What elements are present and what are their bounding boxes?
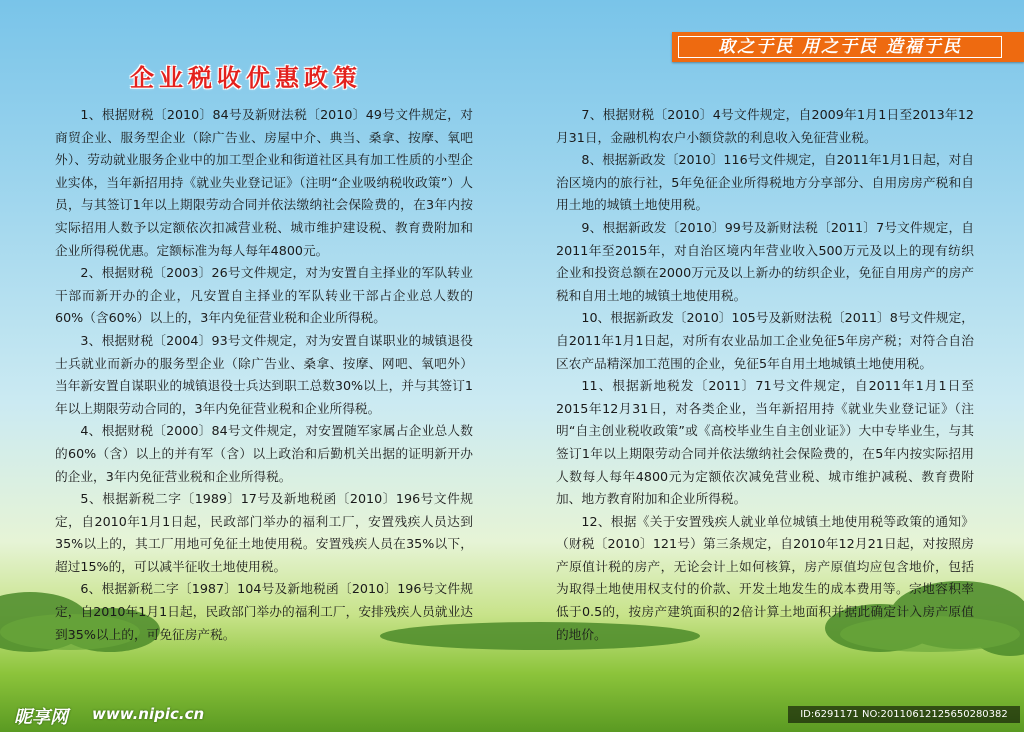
slogan-text: 取之于民 用之于民 造福于民 — [718, 37, 962, 57]
left-text-column — [55, 104, 473, 646]
policy-paragraph: 4、根据财税〔2000〕84号文件规定，对安置随军家属占企业总人数的60%（含）以上的并有军（含）以上政治和后勤机关出据的证明新开办的企业，3年内免征营业税和企业所得税。 — [55, 423, 473, 484]
policy-paragraph: 9、根据新政发〔2010〕99号及新财法税〔2011〕7号文件规定，自2011年至2015年，对自治区境内年营业收入500万元及以上的现有纺织企业和投资总额在2000万元及以上新办的纺织企业，免征自用房产的房产税和自用土地的城镇土地使用税。 — [556, 219, 974, 303]
page-title: 企业税收优惠政策 — [130, 63, 362, 92]
policy-paragraph: 11、根据新地税发〔2011〕71号文件规定，自2011年1月1日至2015年12月31日，对各类企业，当年新招用持《就业失业登记证》（注明“自主创业税收政策”或《高校毕业生自主创业证》）大中专毕业生，与其签订1年以上期限劳动合同并依法缴纳社会保险费的，在5年内按实际招用人数每人每年4800元为定额依次减免营业税、城市维护减税、教育费附加、地方教育附加和企业所得税。 — [556, 378, 974, 507]
slogan-banner — [672, 32, 1024, 62]
watermark-id: ID:6291171 NO:20110612125650280382 — [788, 706, 1020, 723]
policy-paragraph: 10、根据新政发〔2010〕105号及新财法税〔2011〕8号文件规定，自2011年1月1日起，对所有农业品加工企业免征5年房产税；对符合自治区农产品精深加工范围的企业，免征5年自用土地城镇土地使用税。 — [556, 310, 974, 371]
policy-paragraph: 2、根据财税〔2003〕26号文件规定，对为安置自主择业的军队转业干部而新开办的企业，凡安置自主择业的军队转业干部占企业总人数的60%（含60%）以上的，3年内免征营业税和企业所得税。 — [55, 265, 473, 326]
policy-paragraph: 8、根据新政发〔2010〕116号文件规定，自2011年1月1日起，对自治区境内的旅行社，5年免征企业所得税地方分享部分、自用房房产税和自用土地的城镇土地使用税。 — [556, 152, 974, 213]
policy-paragraph: 7、根据财税〔2010〕4号文件规定，自2009年1月1日至2013年12月31日，金融机构农户小额贷款的利息收入免征营业税。 — [556, 107, 974, 145]
policy-paragraph: 1、根据财税〔2010〕84号及新财法税〔2010〕49号文件规定，对商贸企业、服务型企业（除广告业、房屋中介、典当、桑拿、按摩、氧吧外）、劳动就业服务企业中的加工型企业和街道社区具有加工性质的小型企业实体，当年新招用持《就业失业登记证》（注明“企业吸纳税收政策”）人员，与其签订1年以上期限劳动合同并依法缴纳社会保险费的，在3年内按实际招用人数予以定额依次扣减营业税、城市维护建设税、教育费附加和企业所得税优惠。定额标准为每人每年4800元。 — [55, 107, 473, 258]
policy-paragraph: 12、根据《关于安置残疾人就业单位城镇土地使用税等政策的通知》（财税〔2010〕121号）第三条规定，自2010年12月21日起，对按照房产原值计税的房产，无论会计上如何核算，房产原值均应包含地价，包括为取得土地使用权支付的价款、开发土地发生的成本费用等。宗地容积率低于0.5的，按房产建筑面积的2倍计算土地面积并据此确定计入房产原值的地价。 — [556, 513, 974, 642]
watermark-logo: 昵享网 — [14, 707, 68, 728]
policy-paragraph: 6、根据新税二字〔1987〕104号及新地税函〔2010〕196号文件规定，自2010年1月1日起，民政部门举办的福利工厂，安排残疾人员就业达到35%以上的，可免征房产税。 — [55, 581, 473, 642]
policy-paragraph: 5、根据新税二字〔1989〕17号及新地税函〔2010〕196号文件规定，自2010年1月1日起，民政部门举办的福利工厂，安置残疾人员达到35%以上的，其工厂用地可免征土地使用税。安置残疾人员在35%以下，超过15%的，可以减半征收土地使用税。 — [55, 491, 473, 574]
watermark-url: www.nipic.cn — [92, 705, 205, 723]
policy-paragraph: 3、根据财税〔2004〕93号文件规定，对为安置自谋职业的城镇退役士兵就业而新办的服务型企业（除广告业、桑拿、按摩、网吧、氧吧外）当年新安置自谋职业的城镇退役士兵达到职工总数30%以上，并与其签订1年以上期限劳动合同的，3年内免征营业税和企业所得税。 — [55, 332, 473, 416]
right-text-column — [556, 104, 974, 646]
